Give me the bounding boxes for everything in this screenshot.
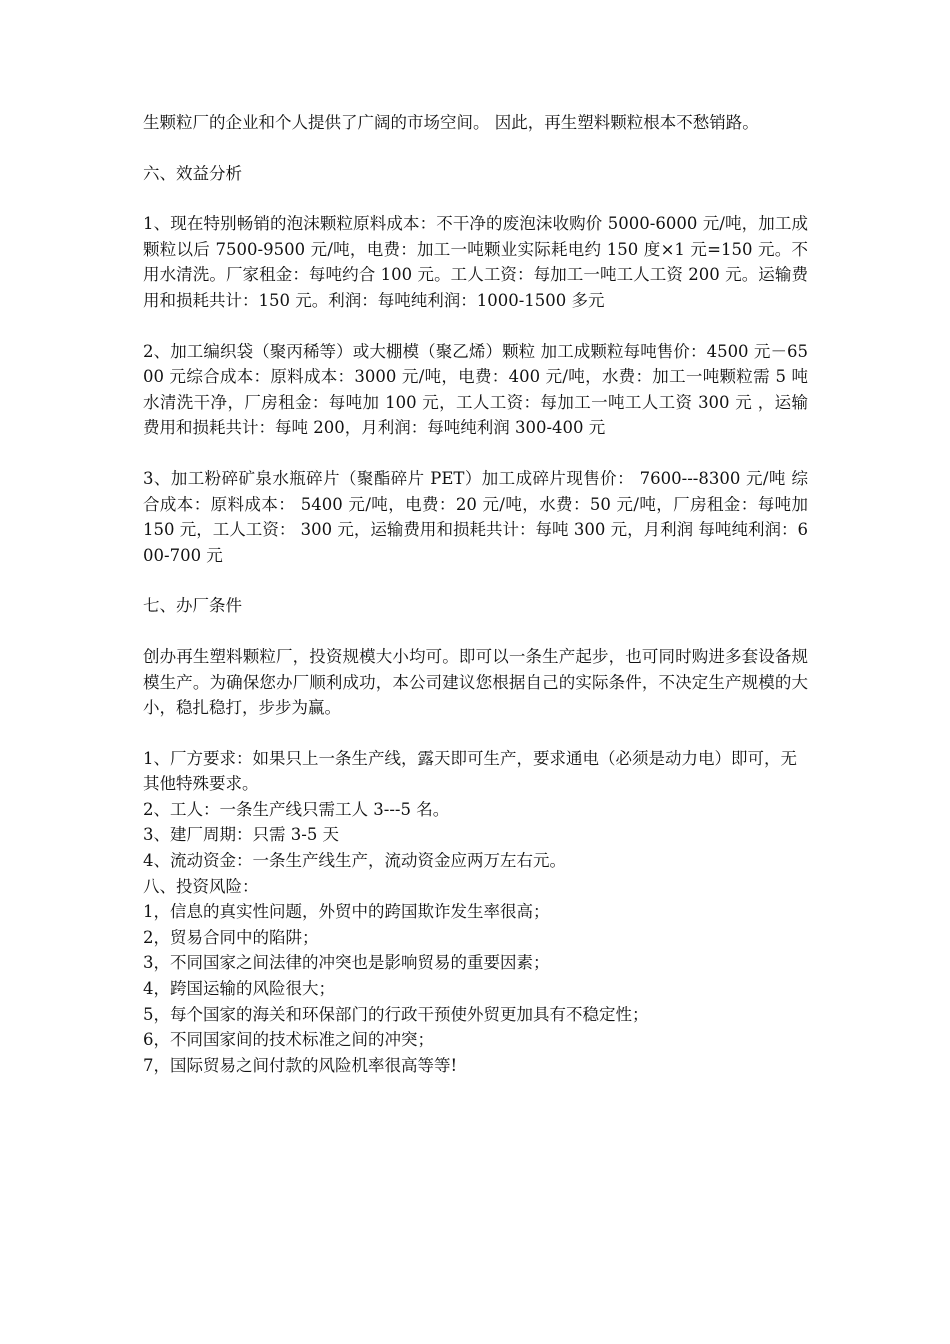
section-8-heading: 八、投资风险： (143, 876, 259, 896)
benefit-item-3: 3、加工粉碎矿泉水瓶碎片（聚酯碎片 PET）加工成碎片现售价： 7600---8300 元/吨 综合成本：原料成本： 5400 元/吨，电费：20 元/吨，水费：50 元/吨，厂房租金：每吨加 150 元，工人工资： 300 元，运输费用和损耗共计：每吨 300 元，月利润 每吨纯利润：600-700 元 (143, 468, 808, 565)
risk-item-7: 7，国际贸易之间付款的风险机率很高等等! (143, 1055, 458, 1075)
risk-item-6: 6，不同国家间的技术标准之间的冲突； (143, 1030, 434, 1050)
benefit-item-2: 2、加工编织袋（聚丙稀等）或大棚模（聚乙烯）颗粒 加工成颗粒每吨售价：4500 元－6500 元综合成本：原料成本：3000 元/吨，电费：400 元/吨，水费：加工一吨颗粒需 5 吨水清洗干净，厂房租金：每吨加 100 元，工人工资：每加工一吨工人工资 300 元 ，运输费用和损耗共计：每吨 200，月利润：每吨纯利润 300-400 元 (143, 341, 808, 438)
benefit-item-1: 1、现在特别畅销的泡沫颗粒原料成本：不干净的废泡沫收购价 5000-6000 元/吨，加工成颗粒以后 7500-9500 元/吨，电费：加工一吨颗业实际耗电约 150 度×1 元=150 元。不用水清洗。厂家租金：每吨约合 100 元。工人工资：每加工一吨工人工资 200 元。运输费用和损耗共计：150 元。利润：每吨纯利润：1000-1500 多元 (143, 214, 808, 310)
document-page (143, 110, 808, 1078)
section-6-heading: 六、效益分析 (143, 163, 242, 183)
intro-paragraph: 生颗粒厂的企业和个人提供了广阔的市场空间。 因此，再生塑料颗粒根本不愁销路。 (143, 113, 759, 132)
factory-condition-2: 2、工人：一条生产线只需工人 3---5 名。 (143, 799, 450, 819)
risk-item-4: 4，跨国运输的风险很大； (143, 979, 335, 999)
factory-conditions-intro: 创办再生塑料颗粒厂，投资规模大小均可。即可以一条生产起步，也可同时购进多套设备规模生产。为确保您办厂顺利成功，本公司建议您根据自己的实际条件，不决定生产规模的大小，稳扎稳打，步步为赢。 (143, 646, 808, 718)
risk-item-5: 5，每个国家的海关和环保部门的行政干预使外贸更加具有不稳定性； (143, 1004, 649, 1024)
section-7-heading: 七、办厂条件 (143, 596, 242, 616)
factory-condition-3: 3、建厂周期：只需 3-5 天 (143, 825, 340, 845)
factory-condition-1: 1、厂方要求：如果只上一条生产线，露天即可生产，要求通电（必须是动力电）即可，无其他特殊要求。 (143, 748, 797, 794)
factory-condition-4: 4、流动资金：一条生产线生产，流动资金应两万左右元。 (143, 851, 566, 871)
risk-item-1: 1，信息的真实性问题，外贸中的跨国欺诈发生率很高； (143, 902, 550, 922)
risk-item-3: 3，不同国家之间法律的冲突也是影响贸易的重要因素； (143, 953, 550, 973)
risk-item-2: 2，贸易合同中的陷阱； (143, 927, 319, 947)
